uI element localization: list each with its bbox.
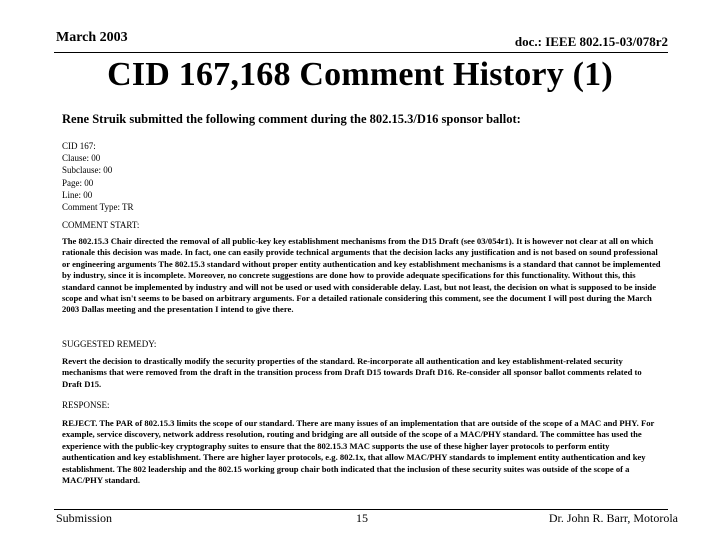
footer-submission: Submission	[56, 511, 113, 525]
intro-text: Rene Struik submitted the following comment during the 802.15.3/D16 sponsor ballot:	[62, 112, 521, 126]
slide-title: CID 167,168 Comment History (1)	[107, 56, 613, 93]
footer-divider	[54, 509, 668, 510]
field-clause: Clause: 00	[62, 153, 101, 164]
page-number: 15	[356, 511, 368, 525]
footer-author: Dr. John R. Barr, Motorola	[548, 511, 678, 525]
remedy-label: SUGGESTED REMEDY:	[62, 339, 157, 349]
field-line: Line: 00	[62, 189, 93, 200]
field-subclause: Subclause: 00	[62, 165, 113, 176]
header-doc-id: doc.: IEEE 802.15-03/078r2	[514, 34, 668, 49]
remedy-text: Revert the decision to drastically modify the security properties of the standard. Re-incorporate all authentication and key establishment-related security mechanisms that were removed from the draft in the transition process from Draft D15 towards Draft D16. Re-consider all sponsor ballot comments related to Draft D15.	[62, 356, 642, 389]
field-page: Page: 00	[62, 177, 94, 188]
header-divider	[54, 52, 668, 53]
field-cid: CID 167:	[62, 141, 96, 151]
response-label: RESPONSE:	[62, 400, 110, 410]
header-date: March 2003	[56, 30, 128, 45]
field-comment-type: Comment Type: TR	[62, 202, 134, 213]
comment-fields	[62, 140, 134, 213]
comment-text: The 802.15.3 Chair directed the removal of all public-key key establishment mechanisms from the D15 Draft (see 03/054r1). It is however not clear at all on which rationale this decision was made. In fact, one can easily provide technical arguments that the decision lacks any justification and is not based on sound professional or engineering arguments The 802.15.3 standard without proper entity authentication and key establishment mechanisms is a standard that cannot be implemented by industry, since it is incomplete. Moreover, no concrete suggestions are done how to provide adequate specifications for this functionality. Without this, this standard cannot be implemented by industry and will not be used or used with considerable delay. Last, but not least, the decision on what is supposed to be inside scope and what isn't seems to be based on arbitrary arguments. For a detailed rationale considering this comment, see the document I will post during the March 2003 Dallas meeting and the presentation I intend to give there.	[62, 236, 661, 315]
comment-label: COMMENT START:	[62, 220, 140, 230]
response-text: REJECT. The PAR of 802.15.3 limits the scope of our standard. There are many issues of an implementation that are outside of the scope of a MAC and PHY. For example, service discovery, network address resolution, routing and bridging are all outside of the scope of a MAC/PHY standard. The committee has used the experience with the public-key cryptography suites to ensure that the 802.15.3 MAC supports the use of these higher layer protocols to perform entity authentication and key establishment. There are higher layer protocols, e.g. 802.1x, that allow MAC/PHY standards to implement entity authentication and key establishment. The 802 leadership and the 802.15 working group chair both indicated that the inclusion of these security suites was outside of the scope of a MAC/PHY standard.	[62, 418, 655, 486]
